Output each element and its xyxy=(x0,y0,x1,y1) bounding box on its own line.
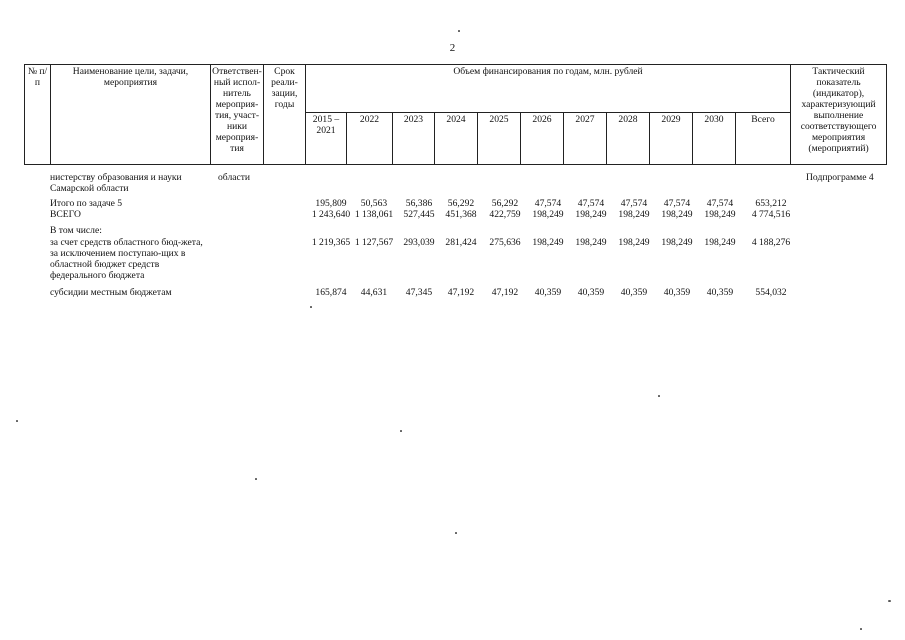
row-oblast-value-5: 198,249 xyxy=(532,237,564,248)
scan-speck xyxy=(458,30,460,32)
header-year-0: 2015 – 2021 xyxy=(306,113,347,165)
row-vsego-value-8: 198,249 xyxy=(661,209,693,220)
row-subsidies-value-8: 40,359 xyxy=(663,287,691,298)
row-vsego-value-3: 451,368 xyxy=(445,209,477,220)
row-oblast-value-9: 198,249 xyxy=(704,237,736,248)
header-year-6: 2027 xyxy=(564,113,607,165)
row-subsidies-value-2: 47,345 xyxy=(405,287,433,298)
row-subsidies-value-7: 40,359 xyxy=(620,287,648,298)
header-year-1: 2022 xyxy=(347,113,393,165)
row-vsego-value-2: 527,445 xyxy=(403,209,435,220)
row-vsego-value-6: 198,249 xyxy=(575,209,607,220)
row-itogo-value-10: 653,212 xyxy=(755,198,787,209)
header-year-3: 2024 xyxy=(435,113,478,165)
header-no: № п/п xyxy=(25,65,51,165)
header-indicator: Тактический показатель (индикатор), характеризующий выполнение соответствующего мероприятия (мероприятий) xyxy=(791,65,887,165)
row-subsidies-value-9: 40,359 xyxy=(706,287,734,298)
row-itogo-value-5: 47,574 xyxy=(534,198,562,209)
scan-speck xyxy=(255,478,257,480)
row-oblast-value-1: 1 127,567 xyxy=(354,237,394,248)
row-cont-indicator: Подпрограмме 4 xyxy=(806,172,874,183)
row-itogo-label: Итого по задаче 5 xyxy=(50,198,123,209)
row-oblast-value-3: 281,424 xyxy=(445,237,477,248)
row-subsidies-value-4: 47,192 xyxy=(491,287,519,298)
row-subsidies-value-10: 554,032 xyxy=(755,287,787,298)
row-subsidies-value-1: 44,631 xyxy=(360,287,388,298)
header-year-7: 2028 xyxy=(607,113,650,165)
scan-speck xyxy=(16,420,18,422)
scan-speck xyxy=(400,430,402,432)
row-itogo-value-9: 47,574 xyxy=(706,198,734,209)
header-responsible: Ответствен-ный испол-нитель мероприя-тия, участ-ники мероприя-тия xyxy=(211,65,264,165)
row-cont-name: нистерству образования и науки Самарской области xyxy=(50,172,182,195)
row-vsego-value-7: 198,249 xyxy=(618,209,650,220)
header-name: Наименование цели, задачи, мероприятия xyxy=(51,65,211,165)
row-itogo-value-2: 56,386 xyxy=(405,198,433,209)
header-year-2: 2023 xyxy=(393,113,435,165)
row-oblast-label: за счет средств областного бюд-жета, за исключением поступаю-щих в областной бюджет средств федерального бюджета xyxy=(50,237,203,282)
row-oblast-value-10: 4 188,276 xyxy=(751,237,791,248)
header-year-9: 2030 xyxy=(693,113,736,165)
row-oblast-value-8: 198,249 xyxy=(661,237,693,248)
header-year-8: 2029 xyxy=(650,113,693,165)
row-oblast-value-4: 275,636 xyxy=(489,237,521,248)
row-oblast-value-2: 293,039 xyxy=(403,237,435,248)
row-vsego-value-5: 198,249 xyxy=(532,209,564,220)
row-vtomchisle-label: В том числе: xyxy=(50,225,102,236)
row-vsego-value-9: 198,249 xyxy=(704,209,736,220)
row-vsego-value-4: 422,759 xyxy=(489,209,521,220)
scan-speck xyxy=(860,628,862,630)
header-year-4: 2025 xyxy=(478,113,521,165)
row-subsidies-label: субсидии местным бюджетам xyxy=(50,287,172,298)
row-subsidies-value-3: 47,192 xyxy=(447,287,475,298)
scan-speck xyxy=(658,395,660,397)
table-header xyxy=(24,64,887,165)
row-itogo-value-1: 50,563 xyxy=(360,198,388,209)
row-itogo-value-8: 47,574 xyxy=(663,198,691,209)
row-vsego-value-0: 1 243,640 xyxy=(311,209,351,220)
scan-speck xyxy=(888,600,891,602)
header-funding: Объем финансирования по годам, млн. рублей xyxy=(306,65,791,113)
scan-speck xyxy=(455,532,457,534)
row-itogo-value-6: 47,574 xyxy=(577,198,605,209)
header-year-5: 2026 xyxy=(521,113,564,165)
row-oblast-value-6: 198,249 xyxy=(575,237,607,248)
row-subsidies-value-0: 165,874 xyxy=(315,287,347,298)
row-itogo-value-4: 56,292 xyxy=(491,198,519,209)
row-itogo-value-3: 56,292 xyxy=(447,198,475,209)
row-itogo-value-7: 47,574 xyxy=(620,198,648,209)
row-subsidies-value-5: 40,359 xyxy=(534,287,562,298)
page-number: 2 xyxy=(449,42,456,54)
header-year-total: Всего xyxy=(736,113,791,165)
row-cont-responsible: области xyxy=(218,172,251,183)
header-term: Срок реали-зации, годы xyxy=(264,65,306,165)
row-itogo-value-0: 195,809 xyxy=(315,198,347,209)
row-subsidies-value-6: 40,359 xyxy=(577,287,605,298)
row-oblast-value-7: 198,249 xyxy=(618,237,650,248)
row-vsego-label: ВСЕГО xyxy=(50,209,81,220)
row-oblast-value-0: 1 219,365 xyxy=(311,237,351,248)
row-vsego-value-1: 1 138,061 xyxy=(354,209,394,220)
row-vsego-value-10: 4 774,516 xyxy=(751,209,791,220)
scan-speck xyxy=(310,306,312,308)
